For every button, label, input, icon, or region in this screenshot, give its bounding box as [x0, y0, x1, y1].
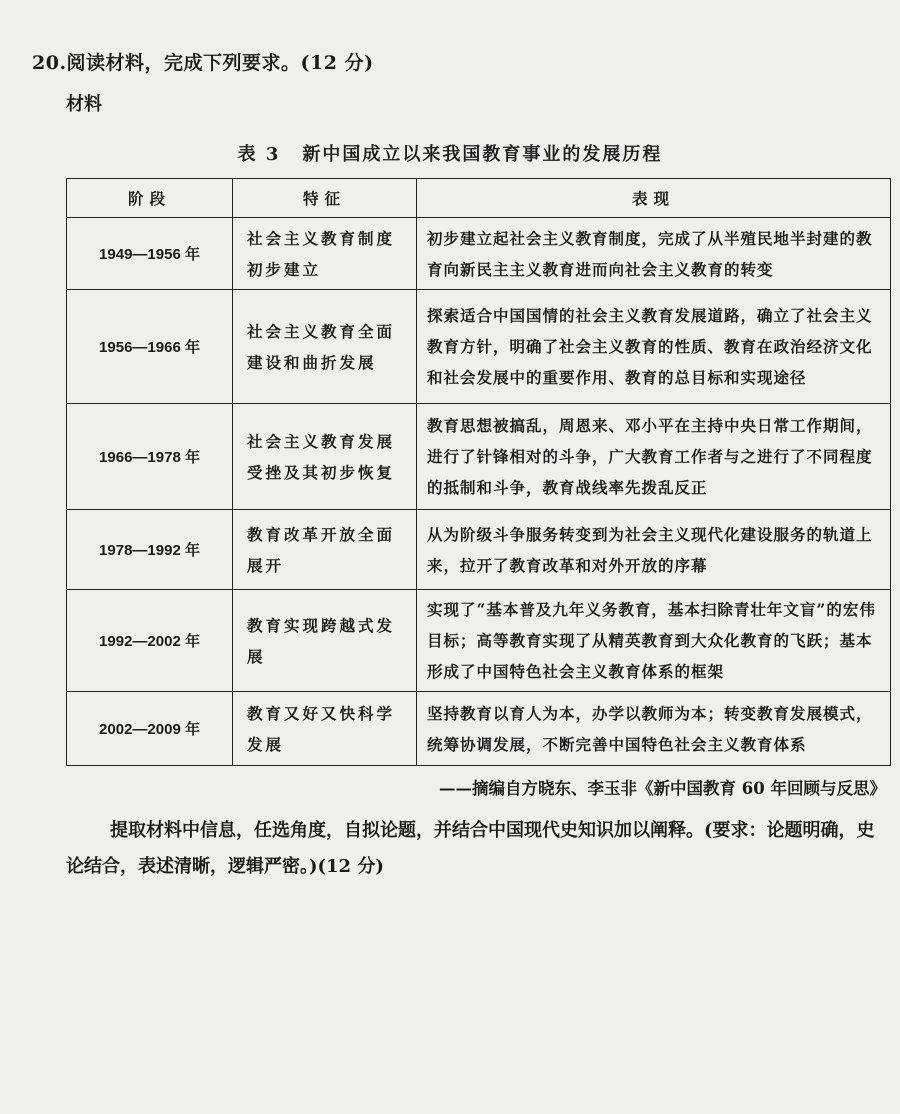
table-header-row	[67, 179, 891, 218]
table-row	[67, 590, 891, 692]
question-title: 20.阅读材料，完成下列要求。(12 分)	[32, 52, 374, 74]
performance-cell: 从为阶级斗争服务转变到为社会主义现代化建设服务的轨道上来，拉开了教育改革和对外开放的序幕	[417, 510, 891, 590]
feature-cell: 社会主义教育制度初步建立	[233, 218, 417, 290]
material-label: 材料	[66, 94, 102, 115]
performance-cell: 探索适合中国国情的社会主义教育发展道路，确立了社会主义教育方针，明确了社会主义教育的性质、教育在政治经济文化和社会发展中的重要作用、教育的总目标和实现途径	[417, 290, 891, 404]
performance-cell: 教育思想被搞乱，周恩来、邓小平在主持中央日常工作期间，进行了针锋相对的斗争，广大教育工作者与之进行了不同程度的抵制和斗争，教育战线率先拨乱反正	[417, 404, 891, 510]
stage-cell: 1992—2002 年	[67, 590, 233, 692]
table-row	[67, 692, 891, 766]
performance-cell: 实现了“基本普及九年义务教育，基本扫除青壮年文盲”的宏伟目标；高等教育实现了从精英教育到大众化教育的飞跃；基本形成了中国特色社会主义教育体系的框架	[417, 590, 891, 692]
feature-cell: 社会主义教育发展受挫及其初步恢复	[233, 404, 417, 510]
stage-cell: 1978—1992 年	[67, 510, 233, 590]
feature-cell: 教育实现跨越式发展	[233, 590, 417, 692]
feature-cell: 教育又好又快科学发展	[233, 692, 417, 766]
table-caption-text: 新中国成立以来我国教育事业的发展历程	[302, 144, 663, 165]
stage-cell: 1966—1978 年	[67, 404, 233, 510]
stage-cell: 1949—1956 年	[67, 218, 233, 290]
feature-cell: 教育改革开放全面展开	[233, 510, 417, 590]
table-row	[67, 290, 891, 404]
source-citation: ——摘编自方晓东、李玉非《新中国教育 60 年回顾与反思》	[439, 779, 886, 798]
question-prompt: 提取材料中信息，任选角度，自拟论题，并结合中国现代史知识加以阐释。(要求：论题明确，史论结合，表述清晰，逻辑严密。)(12 分)	[66, 820, 875, 877]
feature-cell: 社会主义教育全面建设和曲折发展	[233, 290, 417, 404]
column-header-stage: 阶段	[67, 179, 233, 218]
table-caption	[0, 140, 900, 166]
stage-cell: 1956—1966 年	[67, 290, 233, 404]
column-header-feature: 特征	[233, 179, 417, 218]
table-row	[67, 510, 891, 590]
table-row	[67, 218, 891, 290]
stage-cell: 2002—2009 年	[67, 692, 233, 766]
table-caption-number: 表 3	[237, 144, 281, 165]
column-header-performance: 表现	[417, 179, 891, 218]
table-row	[67, 404, 891, 510]
performance-cell: 坚持教育以育人为本，办学以教师为本；转变教育发展模式，统筹协调发展，不断完善中国特色社会主义教育体系	[417, 692, 891, 766]
performance-cell: 初步建立起社会主义教育制度，完成了从半殖民地半封建的教育向新民主主义教育进而向社会主义教育的转变	[417, 218, 891, 290]
education-history-table	[66, 178, 891, 766]
